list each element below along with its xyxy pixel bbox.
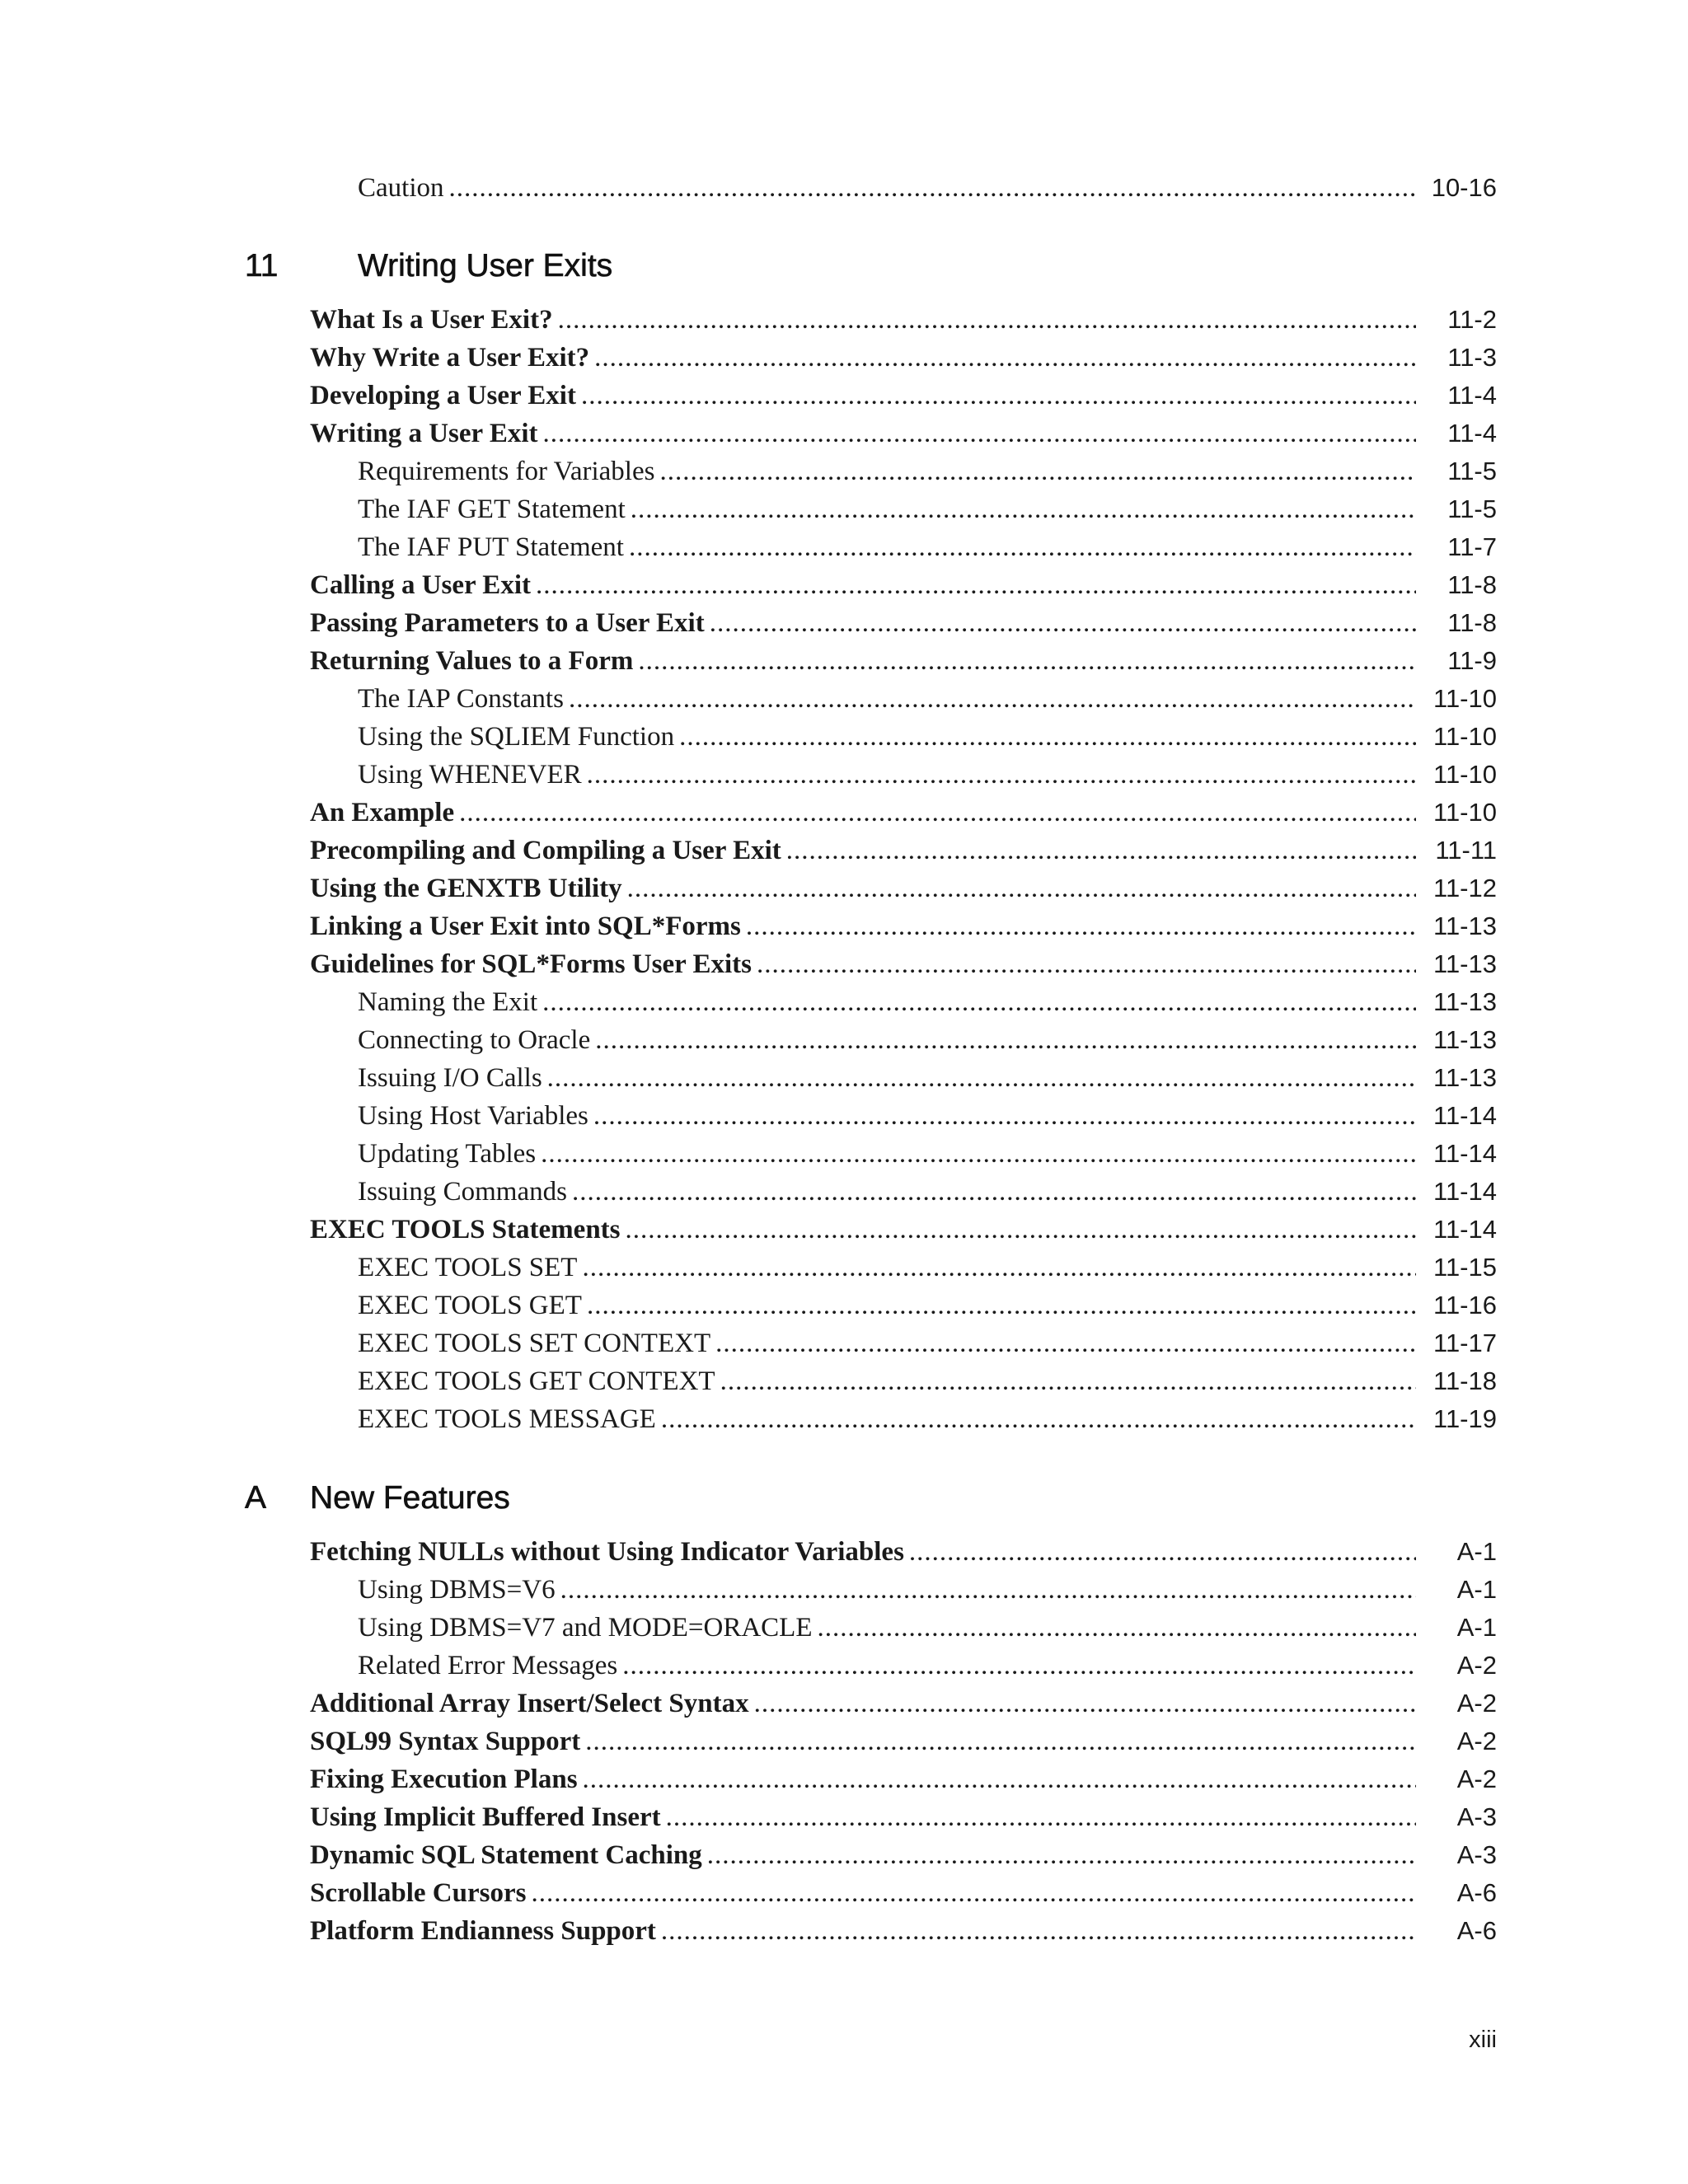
toc-entry-page: 11-4 [1447,419,1497,448]
toc-entry-page: 11-10 [1433,760,1497,789]
dot-leader [786,832,1416,869]
toc-entry-title: EXEC TOOLS GET CONTEXT [358,1366,715,1396]
chapter-title: Writing User Exits [358,248,613,284]
toc-entry-title: Caution [358,173,444,203]
toc-entry-title: The IAF PUT Statement [358,532,624,562]
toc-entry-title: An Example [310,798,455,827]
toc-entry[interactable] [310,1874,1497,1912]
toc-entry-page: 11-5 [1447,457,1497,485]
toc-entry[interactable] [358,1400,1497,1438]
toc-entry-title: Fetching NULLs without Using Indicator Variables [310,1537,904,1567]
toc-entry-title: Additional Array Insert/Select Syntax [310,1689,749,1718]
toc-entry-title: EXEC TOOLS GET [358,1291,582,1320]
dot-leader [531,1874,1416,1912]
toc-entry[interactable] [358,528,1497,566]
toc-entry-title: Calling a User Exit [310,570,531,600]
toc-entry[interactable] [310,339,1497,377]
toc-entry[interactable] [358,1286,1497,1324]
page-number: xiii [1469,2027,1497,2053]
dot-leader [558,301,1416,339]
dot-leader [547,1059,1416,1097]
dot-leader [626,1211,1416,1249]
dot-leader [560,1571,1416,1609]
dot-leader [583,1760,1416,1798]
toc-entry-page: 11-10 [1433,684,1497,713]
toc-entry-page: 11-14 [1433,1101,1497,1130]
toc-entry-page: 11-13 [1433,987,1497,1016]
dot-leader [543,415,1416,452]
dot-leader [569,680,1416,718]
toc-entry-title: Requirements for Variables [358,457,655,486]
toc-entry-title: Developing a User Exit [310,381,576,410]
dot-leader [627,869,1416,907]
toc-entry[interactable] [310,1912,1497,1950]
dot-leader [582,1249,1416,1286]
toc-entry-page: 11-14 [1433,1215,1497,1244]
dot-leader [449,169,1417,207]
toc-entry[interactable] [358,756,1497,794]
toc-entry[interactable] [310,945,1497,983]
toc-entry-page: 11-7 [1447,532,1497,561]
toc-entry-page: 11-2 [1447,305,1497,334]
toc-entry-page: 10-16 [1431,173,1497,202]
toc-entry[interactable] [310,415,1497,452]
chapter-number: 11 [245,248,279,284]
toc-entry-page: 11-9 [1447,646,1497,675]
toc-entry-page: 11-8 [1447,570,1497,599]
toc-entry-title: Using WHENEVER [358,760,582,790]
toc-entry[interactable] [310,604,1497,642]
toc-entry-title: Updating Tables [358,1139,537,1169]
toc-entry[interactable] [358,1324,1497,1362]
toc-entry-page: A-3 [1456,1840,1497,1869]
dot-leader [536,566,1416,604]
toc-entry-title: Using the GENXTB Utility [310,874,622,903]
dot-leader [629,528,1416,566]
toc-entry-page: 11-15 [1433,1253,1497,1282]
dot-leader [459,794,1416,832]
dot-leader [587,1286,1416,1324]
toc-entry[interactable] [310,907,1497,945]
toc-entry[interactable] [310,1836,1497,1874]
toc-entry-page: 11-18 [1433,1366,1497,1395]
dot-leader [746,907,1416,945]
toc-entry[interactable] [358,1647,1497,1685]
toc-entry-title: Using Host Variables [358,1101,588,1131]
toc-entry-title: Writing a User Exit [310,419,538,448]
toc-entry-page: A-3 [1456,1802,1497,1831]
dot-leader [754,1685,1416,1722]
toc-entry-page: 11-19 [1433,1404,1497,1433]
toc-entry-title: Platform Endianness Support [310,1916,656,1946]
dot-leader [638,642,1416,680]
toc-entry-title: Using DBMS=V6 [358,1575,556,1605]
toc-entry-page: 11-14 [1433,1177,1497,1206]
toc-entry-title: Using DBMS=V7 and MODE=ORACLE [358,1613,813,1643]
toc-entry[interactable] [310,1685,1497,1722]
toc-entry[interactable] [310,1760,1497,1798]
toc-entry[interactable] [358,1173,1497,1211]
dot-leader [661,1400,1416,1438]
dot-leader [715,1324,1416,1362]
toc-entry[interactable] [358,1249,1497,1286]
dot-leader [720,1362,1416,1400]
toc-entry[interactable] [310,1722,1497,1760]
toc-entry[interactable] [310,301,1497,339]
toc-entry-title: Issuing I/O Calls [358,1063,542,1093]
toc-entry[interactable] [358,1135,1497,1173]
toc-entry-page: A-2 [1456,1765,1497,1793]
toc-entry-title: EXEC TOOLS MESSAGE [358,1404,656,1434]
toc-entry-page: A-1 [1456,1613,1497,1642]
toc-entry-title: Linking a User Exit into SQL*Forms [310,912,741,941]
toc-entry-title: Returning Values to a Form [310,646,634,676]
dot-leader [666,1798,1416,1836]
toc-entry-page: A-2 [1456,1651,1497,1680]
toc-entry-title: Connecting to Oracle [358,1025,591,1055]
toc-entry[interactable] [310,566,1497,604]
toc-entry[interactable] [358,1362,1497,1400]
toc-entry[interactable] [310,1211,1497,1249]
toc-entry-page: 11-5 [1447,494,1497,523]
appendix-letter: A [245,1480,267,1516]
toc-entry-title: Using Implicit Buffered Insert [310,1802,661,1832]
toc-entry[interactable] [310,794,1497,832]
toc-entry-page: 11-14 [1433,1139,1497,1168]
toc-entry-title: EXEC TOOLS SET CONTEXT [358,1329,711,1358]
toc-entry-title: EXEC TOOLS SET [358,1253,578,1282]
dot-leader [707,1836,1416,1874]
toc-entry[interactable] [358,1571,1497,1609]
toc-entry-page: 11-4 [1447,381,1497,410]
toc-entry-page: A-6 [1456,1878,1497,1907]
dot-leader [631,490,1416,528]
toc-entry[interactable] [358,490,1497,528]
toc-entry-title: Dynamic SQL Statement Caching [310,1840,702,1870]
dot-leader [595,1021,1416,1059]
toc-entry[interactable] [358,169,1497,207]
dot-leader [622,1647,1416,1685]
toc-entry-title: Related Error Messages [358,1651,618,1680]
dot-leader [818,1609,1417,1647]
toc-entry-title: Precompiling and Compiling a User Exit [310,836,781,865]
toc-entry-title: The IAF GET Statement [358,494,626,524]
dot-leader [679,718,1416,756]
dot-leader [594,339,1416,377]
toc-entry-title: Fixing Execution Plans [310,1765,578,1794]
toc-entry-page: A-2 [1456,1727,1497,1755]
toc-entry-page: 11-13 [1433,912,1497,940]
toc-entry-title: Issuing Commands [358,1177,567,1207]
toc-entry[interactable] [358,1609,1497,1647]
dot-leader [710,604,1416,642]
toc-entry-page: 11-17 [1433,1329,1497,1357]
toc-entry-title: Using the SQLIEM Function [358,722,675,752]
dot-leader [587,756,1416,794]
toc-entry[interactable] [358,718,1497,756]
toc-entry[interactable] [310,1798,1497,1836]
toc-entry-page: A-1 [1456,1537,1497,1566]
toc-entry-title: Naming the Exit [358,987,538,1017]
dot-leader [585,1722,1416,1760]
dot-leader [659,452,1416,490]
toc-entry-page: 11-10 [1433,722,1497,751]
dot-leader [593,1097,1416,1135]
toc-entry[interactable] [358,983,1497,1021]
toc-entry-page: 11-13 [1433,1025,1497,1054]
toc-entry-title: Passing Parameters to a User Exit [310,608,705,638]
toc-entry-page: 11-11 [1435,836,1497,865]
toc-entry[interactable] [358,452,1497,490]
toc-entry[interactable] [358,1021,1497,1059]
toc-entry[interactable] [310,869,1497,907]
toc-entry-page: 11-10 [1433,798,1497,827]
toc-entry-page: 11-16 [1433,1291,1497,1319]
toc-entry-page: 11-13 [1433,949,1497,978]
toc-entry-title: What Is a User Exit? [310,305,553,335]
toc-entry-title: Why Write a User Exit? [310,343,590,373]
toc-entry-title: The IAP Constants [358,684,564,714]
dot-leader [572,1173,1416,1211]
toc-entry-page: 11-8 [1447,608,1497,637]
toc-entry-title: SQL99 Syntax Support [310,1727,581,1756]
toc-entry[interactable] [310,377,1497,415]
toc-entry[interactable] [358,680,1497,718]
toc-entry-title: EXEC TOOLS Statements [310,1215,621,1244]
dot-leader [661,1912,1416,1950]
toc-entry-page: 11-13 [1433,1063,1497,1092]
toc-entry-page: 11-3 [1447,343,1497,372]
toc-entry[interactable] [310,832,1497,869]
dot-leader [581,377,1416,415]
toc-entry-page: A-1 [1456,1575,1497,1604]
dot-leader [541,1135,1416,1173]
dot-leader [909,1533,1416,1571]
toc-entry-title: Guidelines for SQL*Forms User Exits [310,949,752,979]
toc-entry[interactable] [310,642,1497,680]
toc-entry-page: 11-12 [1433,874,1497,902]
dot-leader [542,983,1416,1021]
toc-entry[interactable] [358,1059,1497,1097]
toc-entry[interactable] [358,1097,1497,1135]
toc-entry-title: Scrollable Cursors [310,1878,527,1908]
appendix-title: New Features [310,1480,510,1516]
dot-leader [757,945,1416,983]
toc-entry-page: A-6 [1456,1916,1497,1945]
toc-entry-page: A-2 [1456,1689,1497,1718]
toc-entry[interactable] [310,1533,1497,1571]
